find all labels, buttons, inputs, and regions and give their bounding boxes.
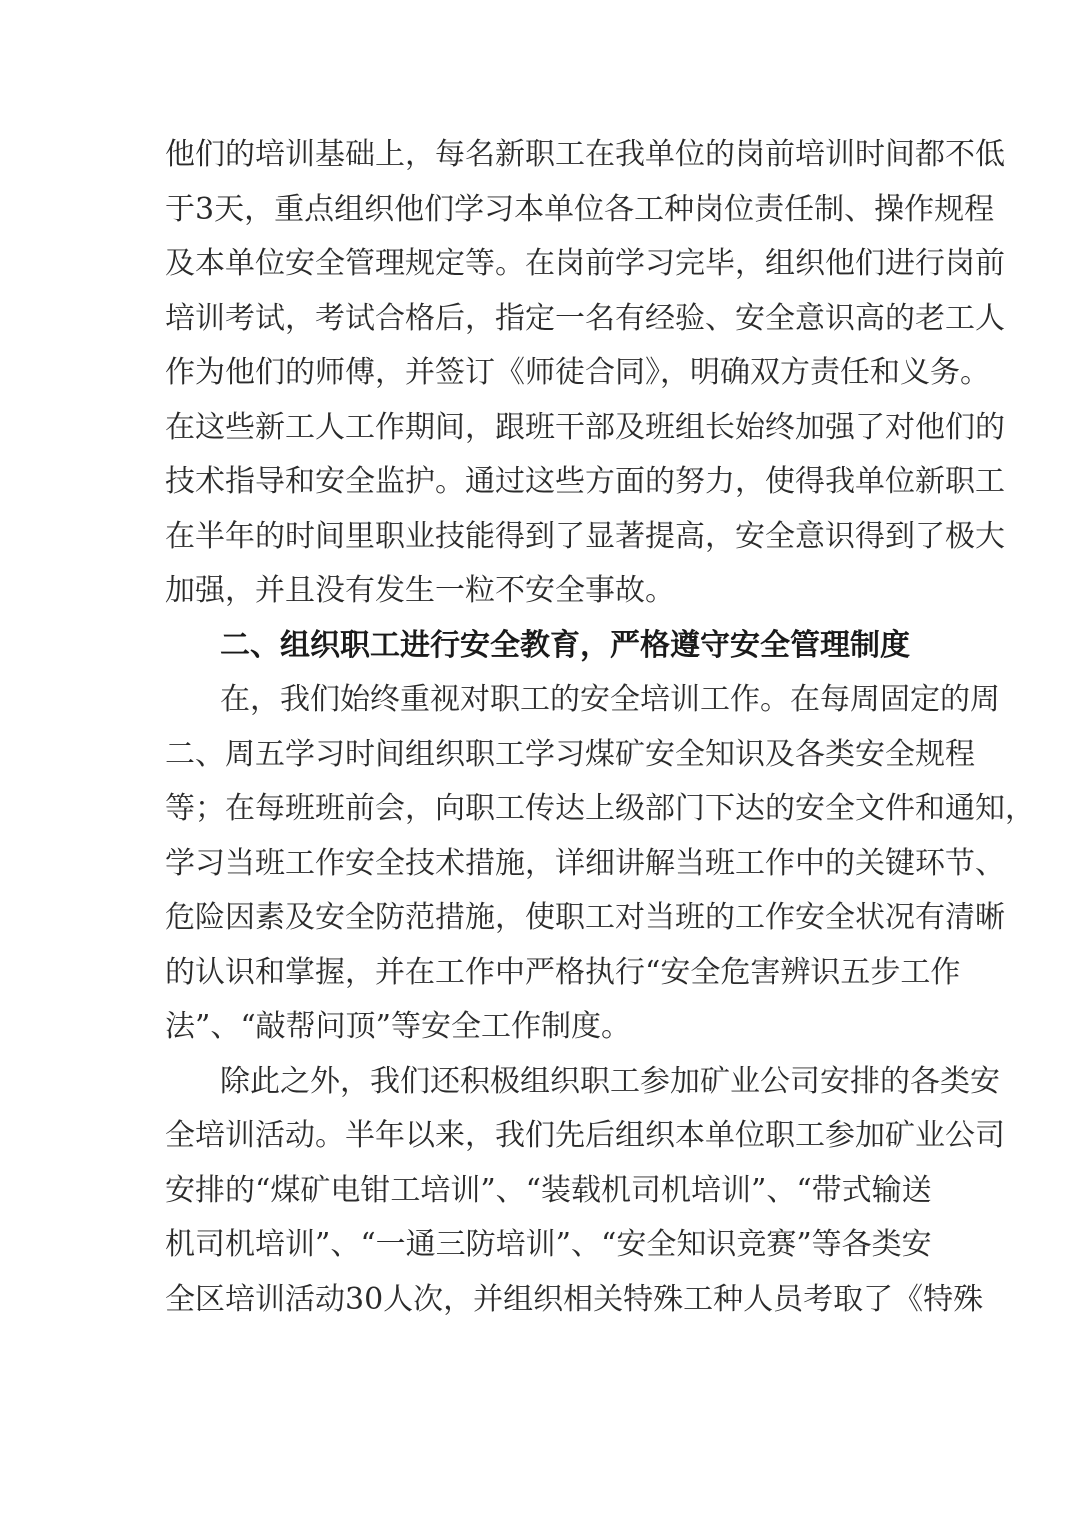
paragraph-line: 除此之外，我们还积极组织职工参加矿业公司安排的各类安 [220, 1063, 1000, 1099]
paragraph-line: 在这些新工人工作期间，跟班干部及班组长始终加强了对他们的 [165, 409, 1005, 445]
paragraph-line: 他们的培训基础上，每名新职工在我单位的岗前培训时间都不低 [165, 137, 1005, 172]
paragraph-line: 培训考试，考试合格后，指定一名有经验、安全意识高的老工人 [165, 300, 1005, 336]
section-heading: 二、组织职工进行安全教育，严格遵守安全管理制度 [220, 627, 910, 663]
paragraph-line: 二、周五学习时间组织职工学习煤矿安全知识及各类安全规程 [165, 736, 975, 772]
paragraph-line: 全区培训活动30人次，并组织相关特殊工种人员考取了《特殊 [165, 1281, 984, 1317]
paragraph-line: 全培训活动。半年以来，我们先后组织本单位职工参加矿业公司 [165, 1118, 1005, 1153]
paragraph-line: 作为他们的师傅，并签订《师徒合同》，明确双方责任和义务。 [165, 355, 990, 390]
paragraph-line: 机司机培训”、“一通三防培训”、“安全知识竞赛”等各类安 [165, 1227, 932, 1262]
paragraph-line: 加强，并且没有发生一粒不安全事故。 [165, 573, 675, 608]
paragraph-line: 法”、“敲帮问顶”等安全工作制度。 [165, 1009, 632, 1044]
paragraph-line: 的认识和掌握，并在工作中严格执行“安全危害辨识五步工作 [165, 954, 961, 990]
paragraph-line: 学习当班工作安全技术措施，详细讲解当班工作中的关键环节、 [165, 845, 1005, 881]
paragraph-line: 于3天，重点组织他们学习本单位各工种岗位责任制、操作规程 [165, 191, 995, 227]
paragraph-line: 在，我们始终重视对职工的安全培训工作。在每周固定的周 [220, 682, 1000, 717]
paragraph-line: 等；在每班班前会，向职工传达上级部门下达的安全文件和通知， [165, 791, 1035, 826]
paragraph-line: 及本单位安全管理规定等。在岗前学习完毕，组织他们进行岗前 [165, 246, 1005, 281]
paragraph-line: 安排的“煤矿电钳工培训”、“装载机司机培训”、“带式输送 [165, 1172, 932, 1208]
paragraph-line: 技术指导和安全监护。通过这些方面的努力，使得我单位新职工 [165, 464, 1005, 499]
document-body [165, 128, 1035, 1327]
paragraph-line: 在半年的时间里职业技能得到了显著提高，安全意识得到了极大 [165, 518, 1005, 554]
paragraph-line: 危险因素及安全防范措施，使职工对当班的工作安全状况有清晰 [165, 900, 1005, 935]
